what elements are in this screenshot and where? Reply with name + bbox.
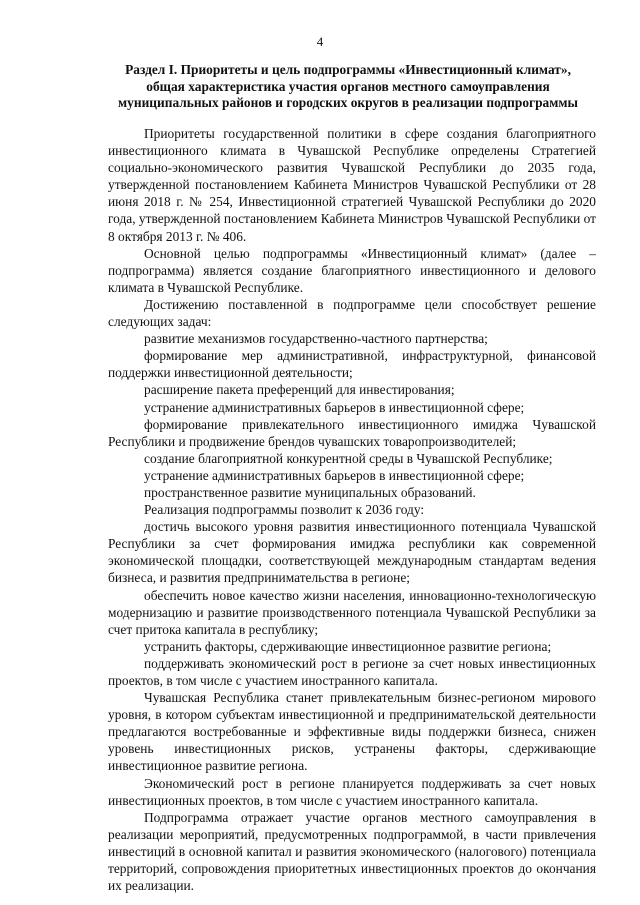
paragraph: Реализация подпрограммы позволит к 2036 году:: [144, 502, 425, 518]
list-item: устранить факторы, сдерживающие инвестиционное развитие региона;: [144, 638, 552, 654]
list-item: достичь высокого уровня развития инвестиционного потенциала Чувашской Республики за счет формирования имиджа республики как современной экономической площадки, соответствующей международным стандартам ведения бизнеса, и развития предпринимательства в регионе;: [108, 519, 596, 586]
paragraph: Основной целью подпрограммы «Инвестиционный климат» (далее – подпрограмма) является создание благоприятного инвестиционного и делового климата в Чувашской Республике.: [108, 245, 596, 295]
list-item: пространственное развитие муниципальных образований.: [144, 484, 476, 500]
list-item: формирование мер административной, инфраструктурной, финансовой поддержки инвестиционной деятельности;: [108, 348, 596, 381]
list-item: создание благоприятной конкурентной среды в Чувашской Республике;: [144, 450, 553, 466]
paragraph: Достижению поставленной в подпрограмме цели способствует решение следующих задач:: [108, 296, 596, 330]
list-item: устранение административных барьеров в инвестиционной сфере;: [144, 399, 525, 415]
list-item: формирование привлекательного инвестиционного имиджа Чувашской Республики и продвижение брендов чувашских товаропроизводителей;: [108, 416, 596, 449]
list-item: поддерживать экономический рост в регионе за счет новых инвестиционных проектов, в том числе с участием иностранного капитала.: [108, 655, 596, 688]
paragraph: Подпрограмма отражает участие органов местного самоуправления в реализации мероприятий, предусмотренных подпрограммой, в части привлечения инвестиций в основной капитал и развития экономического (налогового) потенциала территорий, сопровождения приоритетных инвестиционных проектов до окончания их реализации.: [108, 809, 596, 894]
paragraph: Чувашская Республика станет привлекательным бизнес-регионом мирового уровня, в котором субъектам инвестиционной и предпринимательской деятельности предлагаются востребованные и эффективные виды поддержки бизнеса, снижен уровень инвестиционных рисков, устранены факторы, сдерживающие инвестиционное развитие региона.: [108, 690, 596, 774]
page-number: 4: [316, 34, 324, 49]
list-item: обеспечить новое качество жизни населения, инновационно-технологическую модернизацию и развитие производственного потенциала Чувашской Республики за счет притока капитала в республику;: [108, 587, 596, 637]
list-item: устранение административных барьеров в инвестиционной сфере;: [144, 467, 525, 483]
body-text: [108, 125, 596, 894]
list-item: расширение пакета преференций для инвестирования;: [144, 382, 455, 398]
paragraph: Экономический рост в регионе планируется поддерживать за счет новых инвестиционных проектов, в том числе с участием иностранного капитала.: [108, 775, 596, 808]
section-heading: Раздел I. Приоритеты и цель подпрограммы «Инвестиционный климат», общая характеристика участия органов местного самоуправления муниципальных районов и городских округов в реализации подпрограммы: [118, 62, 578, 110]
paragraph: Приоритеты государственной политики в сфере создания благоприятного инвестиционного климата в Чувашской Республике определены Стратегией социально-экономического развития Чувашской Республики до 2035 года, утвержденной постановлением Кабинета Министров Чувашской Республики от 28 июня 2018 г. № 254, Инвестиционной стратегией Чувашской Республики до 2020 года, утвержденной постановлением Кабинета Министров Чувашской Республики от 8 октября 2013 г. № 406.: [108, 126, 596, 244]
list-item: развитие механизмов государственно-частного партнерства;: [144, 331, 488, 347]
